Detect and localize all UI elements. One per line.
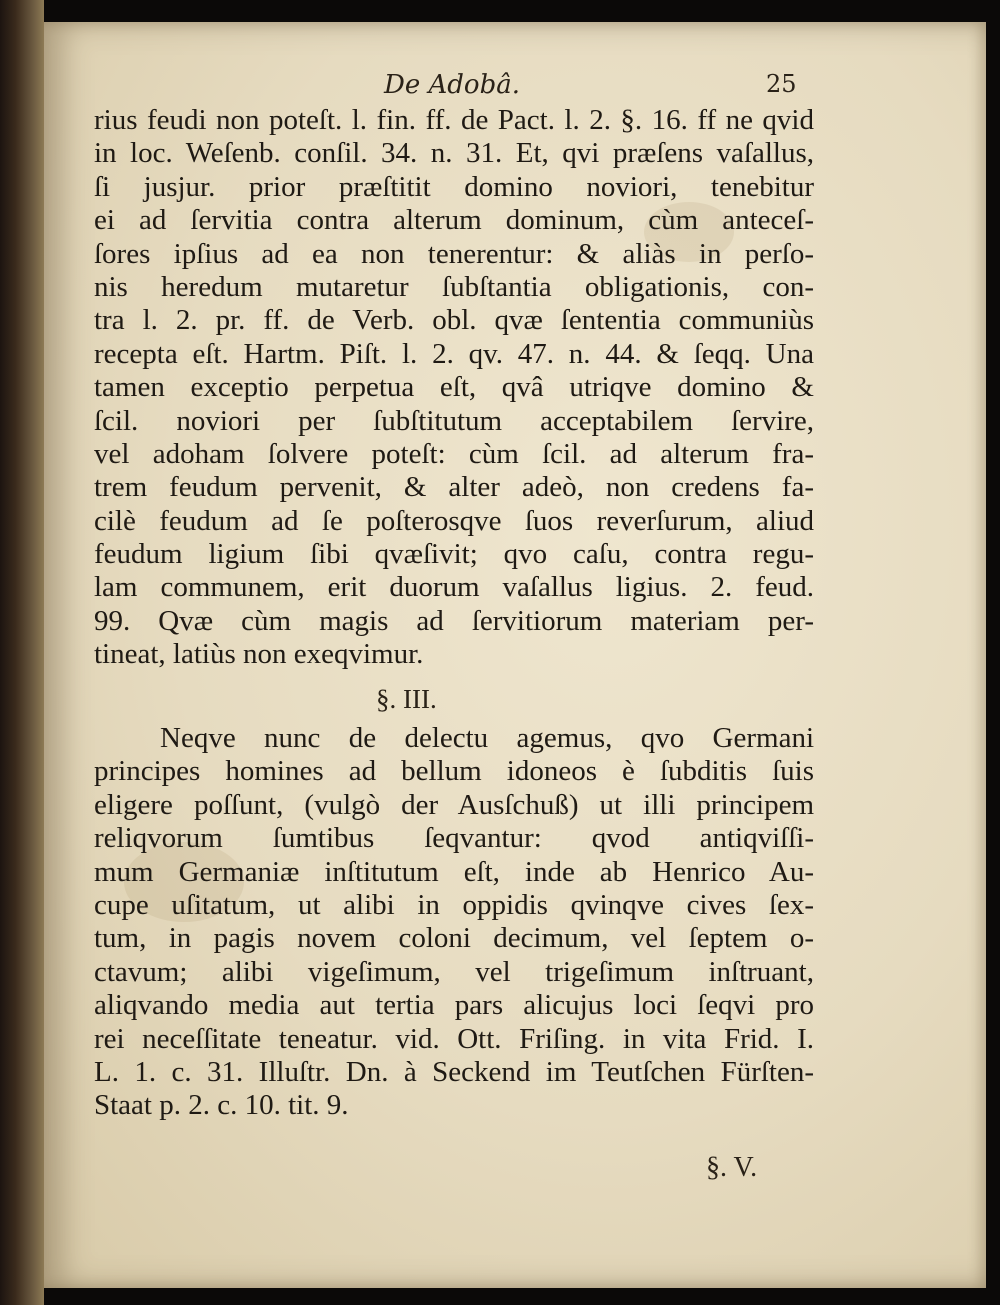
paragraph-1 (94, 104, 814, 672)
text-line: tra l. 2. pr. ff. de Verb. obl. qvæ ſententia communiùs (94, 304, 814, 337)
page-number: 25 (766, 70, 797, 98)
section-heading: §. III. (376, 684, 437, 714)
book-page (44, 22, 986, 1288)
text-line: cilè feudum ad ſe poſterosqve ſuos reverſurum, aliud (94, 504, 814, 537)
text-line: mum Germaniæ inſtitutum eſt, inde ab Henrico Au- (94, 855, 814, 888)
text-line: lam communem, erit duorum vaſallus ligius. 2. feud. (94, 571, 814, 604)
text-line: aliqvando media aut tertia pars alicujus loci ſeqvi pro (94, 989, 814, 1022)
text-line: tum, in pagis novem coloni decimum, vel ſeptem o- (94, 922, 814, 955)
text-line: ctavum; alibi vigeſimum, vel trigeſimum inſtruant, (94, 955, 814, 988)
text-line: L. 1. c. 31. Illuſtr. Dn. à Seckend im Teutſchen Fürſten- (94, 1055, 814, 1088)
text-line: rius feudi non poteſt. l. fin. ff. de Pact. l. 2. §. 16. ff ne qvid (94, 104, 814, 136)
text-line: nis heredum mutaretur ſubſtantia obligationis, con- (94, 270, 814, 303)
text-line: tamen exceptio perpetua eſt, qvâ utriqve domino & (94, 371, 814, 404)
text-line: principes homines ad bellum idoneos è ſubditis ſuis (94, 755, 814, 788)
text-line: Neqve nunc de delectu agemus, qvo Germani (160, 722, 814, 754)
text-line: ſores ipſius ad ea non tenerentur: & aliàs in perſo- (94, 237, 814, 270)
text-line: 99. Qvæ cùm magis ad ſervitiorum materiam per- (94, 604, 814, 637)
text-line: recepta eſt. Hartm. Piſt. l. 2. qv. 47. n. 44. & ſeqq. Una (94, 337, 814, 370)
text-line: ei ad ſervitia contra alterum dominum, cùm anteceſ- (94, 204, 814, 237)
text-line: cupe uſitatum, ut alibi in oppidis qvinqve cives ſex- (94, 888, 814, 921)
text-line: feudum ligium ſibi qvæſivit; qvo caſu, contra regu- (94, 538, 814, 571)
catchword: §. V. (706, 1152, 758, 1183)
text-line: reliqvorum ſumtibus ſeqvantur: qvod antiqviſſi- (94, 822, 814, 855)
text-line: eligere poſſunt, (vulgò der Ausſchuß) ut illi principem (94, 788, 814, 821)
text-line: rei neceſſitate teneatur. vid. Ott. Friſing. in vita Frid. I. (94, 1022, 814, 1055)
paragraph-2 (94, 722, 814, 1123)
text-line: tineat, latiùs non exeqvimur. (94, 638, 424, 671)
running-title: De Adobâ. (384, 70, 520, 100)
text-line: ſcil. noviori per ſubſtitutum acceptabilem ſervire, (94, 404, 814, 437)
text-line: in loc. Weſenb. conſil. 34. n. 31. Et, qvi præſens vaſallus, (94, 137, 814, 170)
text-line: ſi jusjur. prior præſtitit domino noviori, tenebitur (94, 170, 814, 203)
text-line: Staat p. 2. c. 10. tit. 9. (94, 1089, 349, 1122)
text-line: trem feudum pervenit, & alter adeò, non credens fa- (94, 471, 814, 504)
book-binding-edge (0, 0, 44, 1305)
text-line: vel adoham ſolvere poteſt: cùm ſcil. ad alterum fra- (94, 437, 814, 470)
